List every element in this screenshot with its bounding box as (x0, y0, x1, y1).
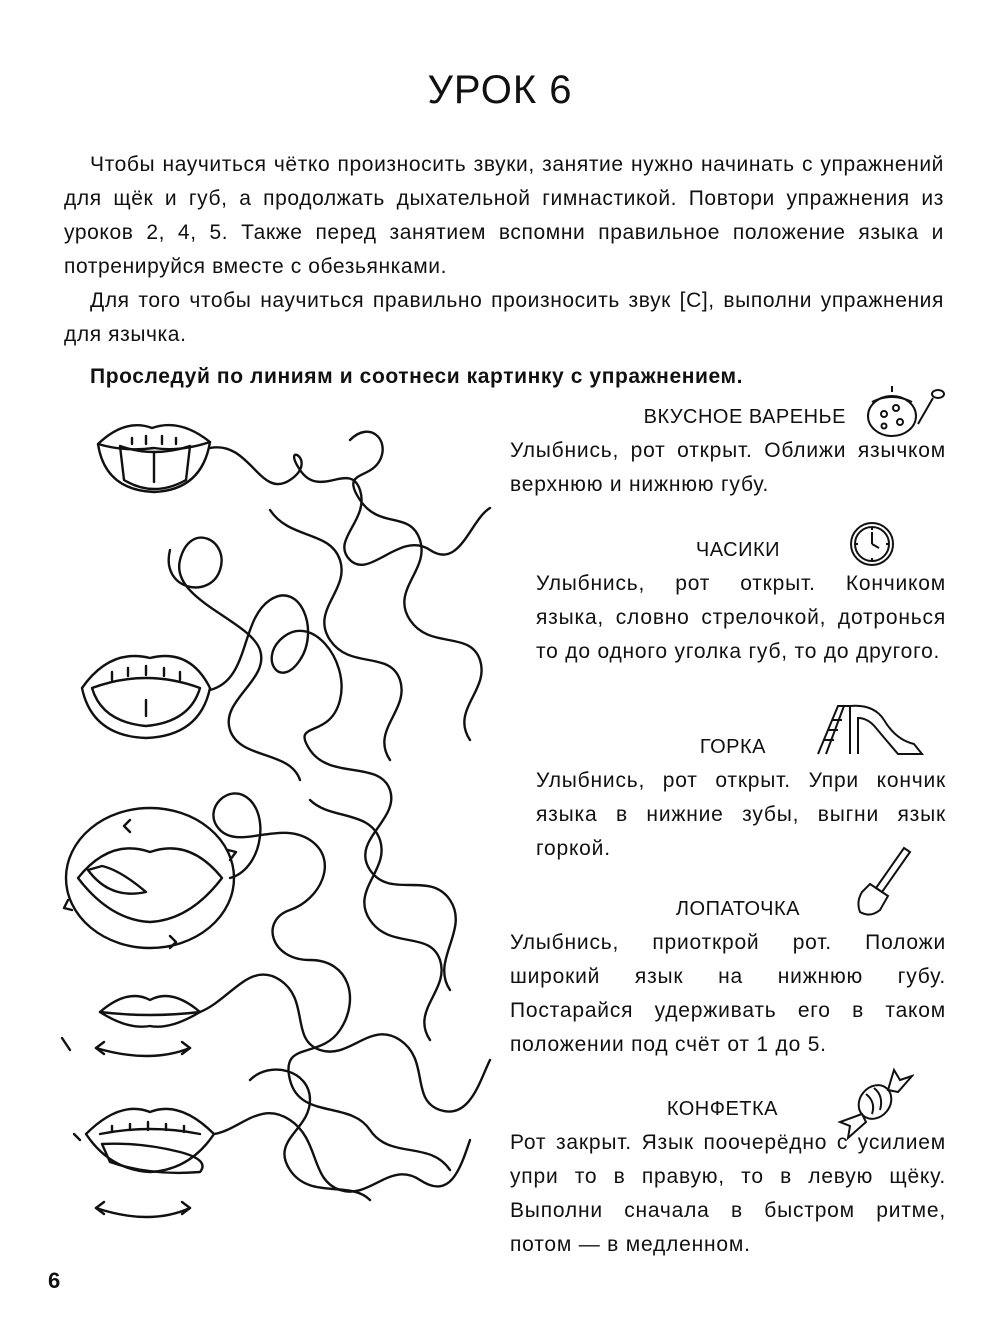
shovel-icon (852, 844, 914, 920)
exercise-text: Улыбнись, рот открыт. Упри кончик языка в нижние зубы, выгни язык горкой. (536, 769, 946, 860)
exercise-title: ЛОПАТОЧКА (675, 898, 800, 920)
exercise-title: ГОРКА (699, 736, 766, 758)
slide-icon (814, 700, 926, 758)
mouth-tongue-cheek-icon (74, 1109, 214, 1217)
task-instruction: Проследуй по линиям и соотнеси картинку с упражнением. (90, 365, 744, 388)
exercise-title: ЧАСИКИ (695, 539, 780, 561)
exercise-text: Улыбнись, рот открыт. Кончиком языка, словно стрелочкой, дотронься то до одного уголка губ, то до другого. (536, 572, 946, 663)
jam-jar-icon (862, 384, 948, 440)
clock-icon (848, 520, 896, 568)
intro-text (64, 148, 944, 394)
exercise-text: Улыбнись, приоткрой рот. Положи широкий язык на нижнюю губу. Постарайся удерживать его в таком положении под счёт от 1 до 5. (510, 931, 946, 1056)
exercise-text: Улыбнись, рот открыт. Оближи язычком верхнюю и нижнюю губу. (510, 439, 946, 496)
intro-paragraph-2: Для того чтобы научиться правильно произносить звук [С], выполни упражнения для язычка. (64, 289, 944, 346)
mouth-tongue-up-icon (98, 425, 210, 492)
exercise-title: КОНФЕТКА (666, 1098, 778, 1120)
intro-paragraph-1: Чтобы научиться чётко произносить звуки, занятие нужно начинать с упражнений для щёк и губ, а продолжать дыхательной гимнастикой. Повтори упражнения из уроков 2, 4, 5. Также перед занятием вспомни правильное положение языка и потренируйся вместе с обезьянками. (64, 153, 944, 278)
exercise-text: Рот закрыт. Язык поочерёдно с усилием упри то в правую, то в левую щёку. Выполни сначала в быстром ритме, потом — в медленном. (510, 1131, 946, 1256)
page-number: 6 (48, 1268, 61, 1293)
tangled-lines (169, 432, 490, 1200)
page-title: УРОК 6 (427, 68, 573, 112)
candy-icon (836, 1062, 914, 1142)
mouth-closed-icon (62, 996, 200, 1056)
line-maze-illustration (50, 400, 510, 1240)
mouth-clock-icon (64, 808, 236, 948)
exercise-title: ВКУСНОЕ ВАРЕНЬЕ (643, 406, 846, 428)
mouth-open-icon (82, 656, 210, 738)
